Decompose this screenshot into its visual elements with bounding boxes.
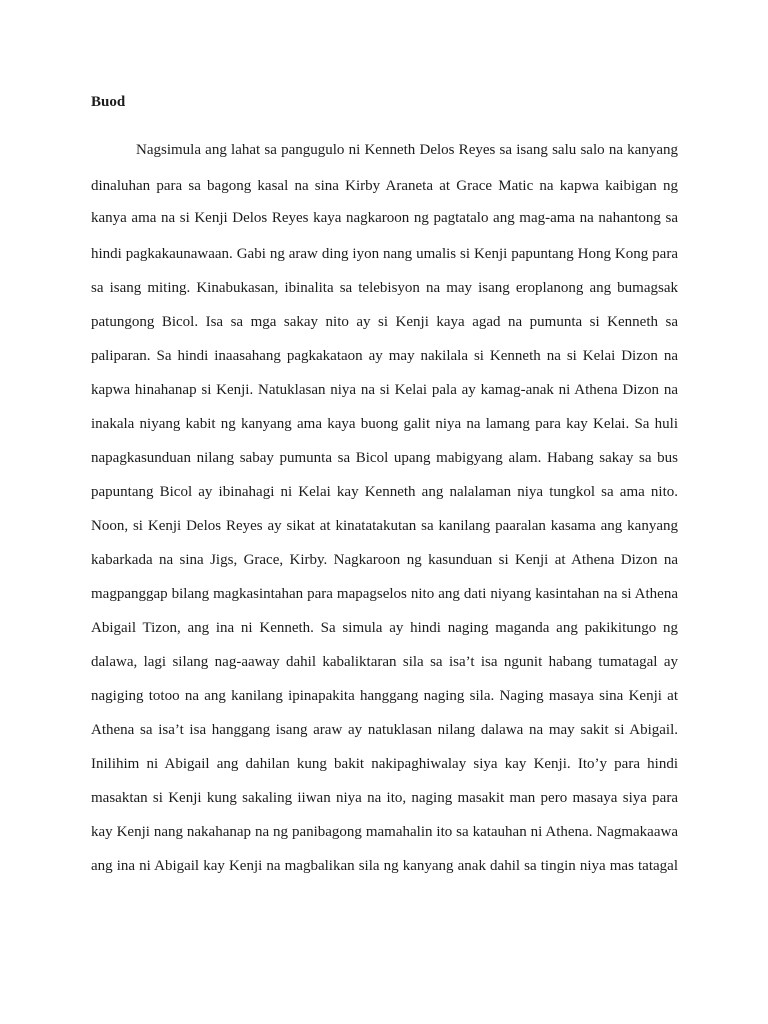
paragraph-line: inakala niyang kabit ng kanyang ama kaya buong galit niya na lamang para kay Kelai. Sa huli — [91, 416, 678, 432]
paragraph-line: hindi pagkakaunawaan. Gabi ng araw ding iyon nang umalis si Kenji papuntang Hong Kong para — [91, 246, 678, 262]
paragraph-line: kabarkada na sina Jigs, Grace, Kirby. Nagkaroon ng kasunduan si Kenji at Athena Dizon na — [91, 552, 678, 568]
document-title: Buod — [91, 94, 126, 110]
paragraph-line: patungong Bicol. Isa sa mga sakay nito ay si Kenji kaya agad na pumunta si Kenneth sa — [91, 314, 678, 330]
paragraph-line: Athena sa isa’t isa hanggang isang araw ay natuklasan nilang dalawa na may sakit si Abigail. — [91, 722, 678, 738]
paragraph-line: Inilihim ni Abigail ang dahilan kung bakit nakipaghiwalay siya kay Kenji. Ito’y para hindi — [91, 756, 678, 772]
paragraph-line: paliparan. Sa hindi inaasahang pagkakataon ay may nakilala si Kenneth na si Kelai Dizon na — [91, 348, 678, 364]
paragraph-line: Nagsimula ang lahat sa pangugulo ni Kenneth Delos Reyes sa isang salu salo na kanyang — [136, 142, 678, 158]
paragraph-line: dinaluhan para sa bagong kasal na sina Kirby Araneta at Grace Matic na kapwa kaibigan ng — [91, 178, 678, 194]
paragraph-line: Abigail Tizon, ang ina ni Kenneth. Sa simula ay hindi naging maganda ang pakikitungo ng — [91, 620, 678, 636]
paragraph-line: magpanggap bilang magkasintahan para mapagselos nito ang dati niyang kasintahan na si Athena — [91, 586, 678, 602]
paragraph-line: kay Kenji nang nakahanap na ng panibagong mamahalin ito sa katauhan ni Athena. Nagmakaawa — [91, 824, 678, 840]
paragraph-line: ang ina ni Abigail kay Kenji na magbalikan sila ng kanyang anak dahil sa tingin niya mas tatagal — [91, 858, 678, 874]
paragraph-line: sa isang miting. Kinabukasan, ibinalita sa telebisyon na may isang eroplanong ang bumagsak — [91, 280, 678, 296]
paragraph-line: Noon, si Kenji Delos Reyes ay sikat at kinatatakutan sa kanilang paaralan kasama ang kanyang — [91, 518, 678, 534]
paragraph-line: dalawa, lagi silang nag-aaway dahil kabaliktaran sila sa isa’t isa ngunit habang tumatagal ay — [91, 654, 678, 670]
paragraph-line: kapwa hinahanap si Kenji. Natuklasan niya na si Kelai pala ay kamag-anak ni Athena Dizon na — [91, 382, 678, 398]
paragraph-line: papuntang Bicol ay ibinahagi ni Kelai kay Kenneth ang nalalaman niya tungkol sa ama nito. — [91, 484, 678, 500]
paragraph-line: nagiging totoo na ang kanilang ipinapakita hanggang naging sila. Naging masaya sina Kenji at — [91, 688, 678, 704]
paragraph-line: napagkasunduan nilang sabay pumunta sa Bicol upang mabigyang alam. Habang sakay sa bus — [91, 450, 678, 466]
paragraph-line: masaktan si Kenji kung sakaling iiwan niya na ito, naging masakit man pero masaya siya para — [91, 790, 678, 806]
paragraph-line: kanya ama na si Kenji Delos Reyes kaya nagkaroon ng pagtatalo ang mag-ama na nahantong sa — [91, 210, 678, 226]
